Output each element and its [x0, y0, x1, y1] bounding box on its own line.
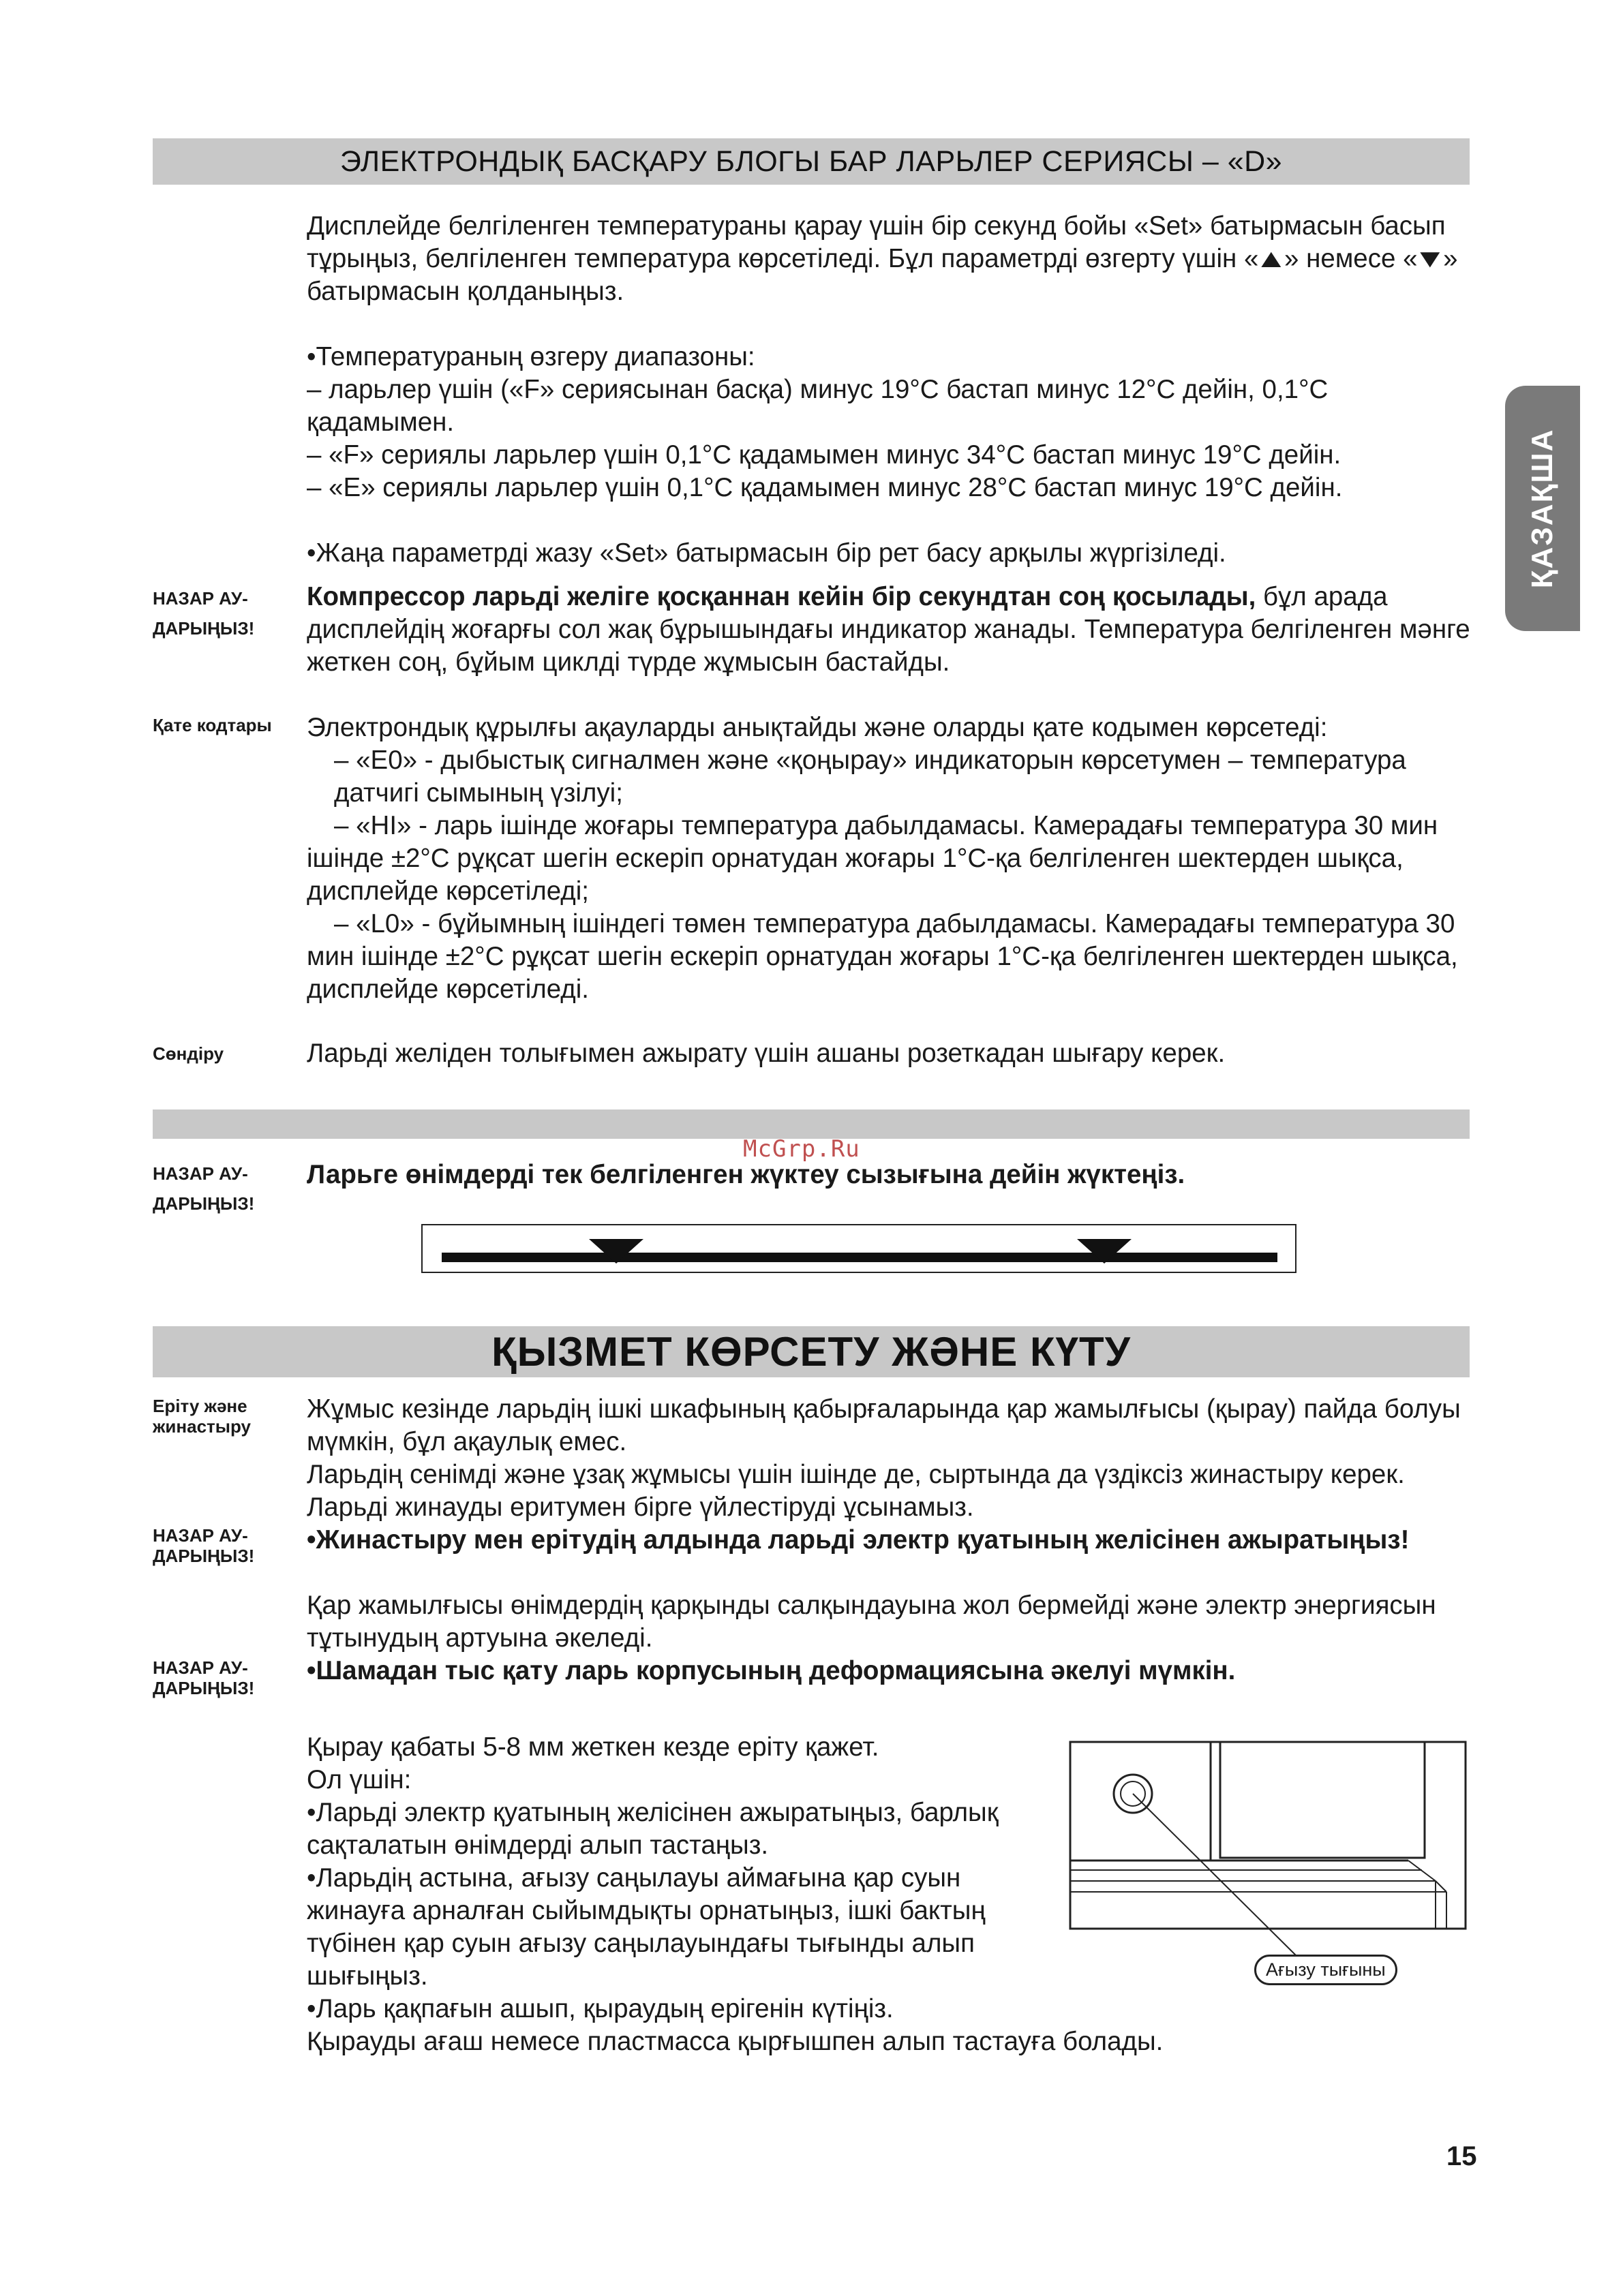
warning-unplug: •Жинастыру мен ерітудің алдында ларьді электр қуатының желісінен ажыратыңыз! — [307, 1525, 1410, 1555]
switch-off-text: Ларьді желіден толығымен ажырату үшін ашаны розеткадан шығару керек. — [307, 1039, 1226, 1068]
step-intro: Қырау қабаты 5-8 мм жеткен кезде еріту қажет. — [307, 1732, 879, 1762]
error-hi: – «HI» - ларь ішінде жоғары температура дабылдамасы. Камерадағы температура 30 мин ішінде ±2°С рұқсат шегін ескеріп орнатудан жоғары 1°С-қа белгіленген шектерден шықса, дисплейде көрсетіледі; — [307, 811, 1438, 906]
step-1: •Ларьді электр қуатының желісінен ажыратыңыз, барлық сақталатын өнімдерді алып тастаңыз. — [307, 1798, 999, 1860]
defrost-label: Еріту және жинастыру — [153, 1396, 251, 1437]
up-arrow-icon: ▲ — [1254, 245, 1288, 273]
new-param-note: •Жаңа параметрді жазу «Set» батырмасын бір рет басу арқылы жүргізіледі. — [307, 538, 1226, 568]
load-line-figure — [423, 1225, 1295, 1272]
switch-off-label: Сөндіру — [153, 1043, 224, 1064]
intro-text-b: » немесе « — [1284, 244, 1418, 273]
language-tab — [1505, 386, 1580, 631]
language-tab-label: ҚАЗАҚША — [1526, 428, 1559, 589]
page-number: 15 — [1446, 2141, 1477, 2171]
range-item-2: – «F» сериялы ларьлер үшін 0,1°С қадамымен минус 34°С бастап минус 19°С дейін. — [307, 440, 1341, 470]
defrost-paragraph-2: Ларьдің сенімді және ұзақ жұмысы үшін ішінде де, сыртында да үздіксіз жинастыру керек. Ларьді жинауды еритумен бірге үйлестіруді ұсынамыз. — [307, 1460, 1405, 1522]
attention-label: НАЗАР АУ-ДАРЫҢЫЗ! — [153, 588, 255, 639]
drain-plug-pointer — [1133, 1794, 1296, 1956]
load-attention-label: НАЗАР АУ-ДАРЫҢЫЗ! — [153, 1163, 255, 1214]
warning-deformation: •Шамадан тыс қату ларь корпусының деформациясына әкелуі мүмкін. — [307, 1656, 1236, 1685]
intro-paragraph — [307, 210, 1471, 308]
error-codes-label: Қате кодтары — [153, 715, 272, 735]
step-3: •Ларь қақпағын ашып, қыраудың ерігенін күтіңіз. — [307, 1994, 894, 2023]
intro-text-a: Дисплейде белгіленген температураны қарау үшін бір секунд бойы «Set» батырмасын басып тұрыңыз, белгіленген температура көрсетіледі. Бұл параметрді өзгерту үшін « — [307, 211, 1446, 273]
compressor-note — [307, 581, 1471, 679]
compressor-bold: Компрессор ларьді желіге қосқаннан кейін бір секундтан соң қосылады, — [307, 582, 1256, 611]
section-title-maintenance: ҚЫЗМЕТ КӨРСЕТУ ЖӘНЕ КҮТУ — [153, 1326, 1470, 1377]
load-line — [442, 1253, 1277, 1262]
error-codes — [307, 711, 1471, 1006]
range-heading: •Температураның өзгеру диапазоны: — [307, 342, 755, 371]
attention-label-1: НАЗАР АУ-ДАРЫҢЫЗ! — [153, 1525, 255, 1566]
compressor-rest: бұл арада дисплейдің жоғарғы сол жақ бұрышындағы индикатор жанады. Температура белгіленген мәнге жеткен соң, бұйым циклді түрде жұмысын бастайды. — [307, 582, 1470, 677]
step-2: •Ларьдің астына, ағызу саңылауы аймағына қар суын жинауға арналған сыйымдықты орнатыңыз, ішкі бактың түбінен қар суын ағызу саңылауындағы тығынды алып шығыңыз. — [307, 1863, 986, 1991]
range-item-3: – «Е» сериялы ларьлер үшін 0,1°С қадамымен минус 28°С бастап минус 19°С дейін. — [307, 473, 1343, 502]
freezer-outline — [1070, 1742, 1466, 1929]
watermark: McGrp.Ru — [743, 1135, 860, 1163]
drain-plug-caption: Ағызу тығыны — [1254, 1955, 1397, 1985]
defrost-steps — [307, 1731, 1057, 2025]
frost-effect-note: Қар жамылғысы өнімдердің қарқынды салқындауына жол бермейді және электр энергиясын тұтынудың артуына әкеледі. — [307, 1591, 1436, 1653]
drain-plug-diagram — [1067, 1739, 1476, 1985]
attention-label-2: НАЗАР АУ-ДАРЫҢЫЗ! — [153, 1657, 255, 1698]
defrost-paragraph-1: Жұмыс кезінде ларьдің ішкі шкафының қабырғаларында қар жамылғысы (қырау) пайда болуы мүмкін, бұл ақаулық емес. — [307, 1394, 1461, 1456]
load-line-diagram — [421, 1224, 1296, 1273]
error-intro: Электрондық құрылғы ақауларды анықтайды және оларды қате кодымен көрсетеді: — [307, 713, 1328, 742]
step-4: Қырауды ағаш немесе пластмасса қырғышпен алып тастауға болады. — [307, 2027, 1164, 2056]
range-item-1: – ларьлер үшін («F» сериясынан басқа) минус 19°С бастап минус 12°С дейін, 0,1°С қадамымен. — [307, 375, 1329, 437]
step-for: Ол үшін: — [307, 1765, 412, 1794]
temperature-range — [307, 341, 1471, 504]
load-line-note: Ларьге өнімдерді тек белгіленген жүктеу сызығына дейін жүктеңіз. — [307, 1160, 1185, 1189]
error-l0: – «L0» - бұйымның ішіндегі төмен температура дабылдамасы. Камерадағы температура 30 мин ішінде ±2°С рұқсат шегін ескеріп орнатудан жоғары 1°С-қа белгіленген шектерден шықса, дисплейде көрсетіледі. — [307, 909, 1458, 1004]
divider-bar — [153, 1109, 1470, 1139]
section-title-d-series: ЭЛЕКТРОНДЫҚ БАСҚАРУ БЛОГЫ БАР ЛАРЬЛЕР СЕРИЯСЫ – «D» — [153, 138, 1470, 185]
error-e0: – «Е0» - дыбыстық сигналмен және «қоңырау» индикаторын көрсетумен – температура датчигі сымының үзілуі; — [334, 746, 1406, 808]
down-arrow-icon: ▼ — [1413, 245, 1447, 273]
intro-text-c: » батырмасын қолданыңыз. — [307, 244, 1458, 306]
